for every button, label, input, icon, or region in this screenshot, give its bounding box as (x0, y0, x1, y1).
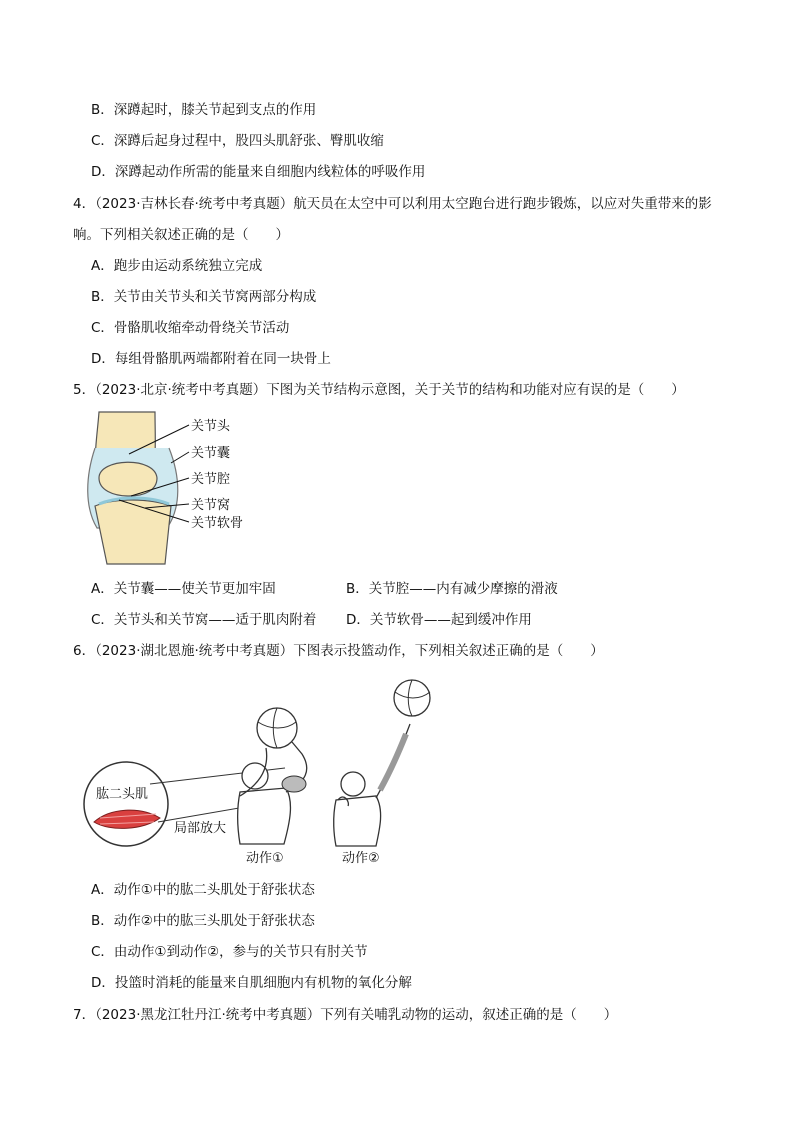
q6-option-d: D．投篮时消耗的能量来自肌细胞内有机物的氧化分解 (91, 975, 412, 991)
label-zoom: 局部放大 (174, 821, 227, 836)
label-action-1: 动作① (246, 851, 284, 866)
player-2-body (334, 796, 381, 846)
basketball-shot-figure (80, 672, 460, 872)
player-1-head (242, 763, 268, 789)
label-joint-cartilage: 关节软骨 (191, 516, 244, 531)
q6-stem: 6．（2023·湖北恩施·统考中考真题）下图表示投篮动作，下列相关叙述正确的是（ ） (73, 643, 604, 659)
q5-option-c: C．关节头和关节窝——适于肌肉附着 (91, 612, 317, 628)
q3-option-c: C．深蹲后起身过程中，股四头肌舒张、臀肌收缩 (91, 133, 384, 149)
q4-stem-line2: 响。下列相关叙述正确的是（ ） (73, 227, 289, 243)
q6-option-a: A．动作①中的肱二头肌处于舒张状态 (91, 882, 315, 898)
label-joint-head: 关节头 (191, 419, 231, 434)
q5-stem: 5．（2023·北京·统考中考真题）下图为关节结构示意图，关于关节的结构和功能对应有误的是（ ） (73, 382, 685, 398)
q4-option-c: C．骨骼肌收缩牵动骨绕关节活动 (91, 320, 290, 336)
player-1-body (238, 788, 291, 844)
q4-option-d: D．每组骨骼肌两端都附着在同一块骨上 (91, 351, 331, 367)
joint-structure-figure (85, 408, 275, 568)
q4-stem-line1: 4．（2023·吉林长春·统考中考真题）航天员在太空中可以利用太空跑台进行跑步锻炼，以应对失重带来的影 (73, 196, 712, 212)
label-joint-capsule: 关节囊 (191, 446, 231, 461)
zoom-circle (84, 762, 168, 846)
player-2-head (341, 772, 365, 796)
player-1-arm-muscle (282, 776, 306, 792)
q4-option-b: B．关节由关节头和关节窝两部分构成 (91, 289, 317, 305)
q5-option-d: D．关节软骨——起到缓冲作用 (346, 612, 532, 628)
player-2-arm-muscle (380, 734, 406, 790)
q3-option-d: D．深蹲起动作所需的能量来自细胞内线粒体的呼吸作用 (91, 164, 426, 180)
q6-option-c: C．由动作①到动作②，参与的关节只有肘关节 (91, 944, 368, 960)
label-biceps: 肱二头肌 (96, 787, 149, 802)
label-joint-cavity: 关节腔 (191, 472, 231, 487)
label-joint-socket: 关节窝 (191, 498, 231, 513)
q5-option-b: B．关节腔——内有减少摩擦的滑液 (346, 581, 558, 597)
q5-option-a: A．关节囊——使关节更加牢固 (91, 581, 276, 597)
q6-option-b: B．动作②中的肱三头肌处于舒张状态 (91, 913, 315, 929)
lower-bone (95, 500, 171, 564)
label-action-2: 动作② (342, 851, 380, 866)
q4-option-a: A．跑步由运动系统独立完成 (91, 258, 263, 274)
q3-option-b: B．深蹲起时，膝关节起到支点的作用 (91, 102, 317, 118)
q7-stem: 7．（2023·黑龙江牡丹江·统考中考真题）下列有关哺乳动物的运动，叙述正确的是（ ） (73, 1007, 618, 1023)
